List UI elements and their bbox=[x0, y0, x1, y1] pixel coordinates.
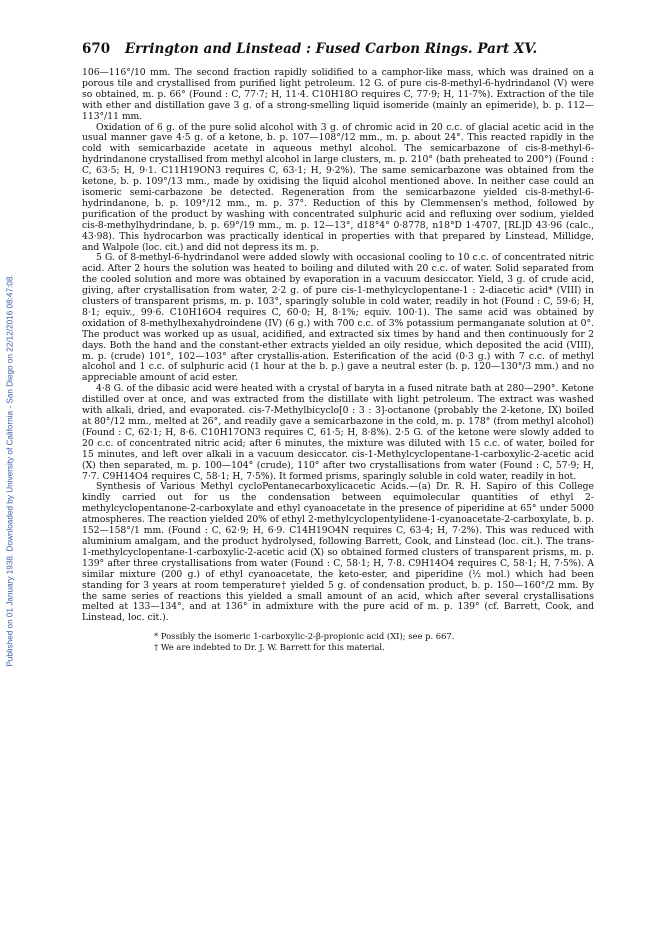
footnote-1: * Possibly the isomeric 1-carboxylic-2-β-propionic acid (XI); see p. 667. bbox=[154, 631, 455, 642]
paper-page bbox=[82, 41, 594, 652]
paragraph-3: 5 G. of 8-methyl-6-hydrindanol were added slowly with occasional cooling to 10 c.c. of concentrated nitric acid. After 2 hours the solution was heated to boiling and diluted with 20 c.c. of water. Solid separated from the cooled solution and more was obtained by evaporation in a vacuum desiccator. Yield, 3 g. of crude acid, giving, after crystallisation from water, 2·2 g. of pure cis-1-methylcyclopentane-1 : 2-diacetic acid* (VIII) in clusters of transparent prisms, m. p. 103°, sparingly soluble in cold water, readily in hot (Found : C, 59·6; H, 8·1; equiv., 99·6. C10H16O4 requires C, 60·0; H, 8·1%; equiv. 100·1). The same acid was obtained by oxidation of 8-methylhexahydroindene (IV) (6 g.) with 700 c.c. of 3% potassium permanganate solution at 0°. The product was worked up as usual, acidified, and extracted six times by hand and then continuously for 2 days. Both the hand and the constant-ether extracts yielded an oily residue, which deposited the acid (VIII), m. p. (crude) 101°, 102—103° after crystallis-ation. Esterification of the acid (0·3 g.) with 7 c.c. of methyl alcohol and 1 c.c. of sulphuric acid (1 hour at the b. p.) gave a neutral ester (b. p. 120—130°/3 mm.) and no appreciable amount of acid ester. bbox=[82, 252, 594, 384]
download-watermark bbox=[2, 150, 18, 790]
running-header bbox=[82, 41, 594, 62]
page-number: 670 bbox=[82, 41, 111, 57]
footnotes bbox=[82, 631, 594, 652]
download-watermark-text: Published on 01 January 1938. Downloaded by University of California - San Diego on 22/12/2016 08:47:08. bbox=[5, 273, 15, 667]
paragraph-5: Synthesis of Various Methyl cycloPentanecarboxylicacetic Acids.—(a) Dr. R. H. Sapiro of this College kindly carried out for us the condensation between equimolecular quantities of ethyl 2-methylcyclopentanone-2-carboxylate and ethyl cyanoacetate in the presence of piperidine at 65° under 5000 atmospheres. The reaction yielded 20% of ethyl 2-methylcyclopentylidene-1-cyanoacetate-2-carboxylate, b. p. 152—158°/1 mm. (Found : C, 62·9; H, 6·9. C14H19O4N requires C, 63·4; H, 7·2%). This was reduced with aluminium amalgam, and the product hydrolysed, following Barrett, Cook, and Linstead (loc. cit.). The trans-1-methylcyclopentane-1-carboxylic-2-acetic acid (X) so obtained formed clusters of transparent prisms, m. p. 139° after three crystallisations from water (Found : C, 58·1; H, 7·8. C9H14O4 requires C, 58·1; H, 7·5%). A similar mixture (200 g.) of ethyl cyanoacetate, the keto-ester, and piperidine (½ mol.) which had been standing for 3 years at room temperature† yielded 5 g. of condensation product, b. p. 150—160°/2 mm. By the same series of reactions this yielded a small amount of an acid, which after several crystallisations melted at 133—134°, and at 136° in admixture with the pure acid of m. p. 139° (cf. Barrett, Cook, and Linstead, loc. cit.). bbox=[82, 481, 594, 624]
paragraph-2: Oxidation of 6 g. of the pure solid alcohol with 3 g. of chromic acid in 20 c.c. of glacial acetic acid in the usual manner gave 4·5 g. of a ketone, b. p. 107—108°/12 mm., m. p. about 24°. This reacted rapidly in the cold with semicarbazide acetate in aqueous methyl alcohol. The semicarbazone of cis-8-methyl-6-hydrindanone crystallised from methyl alcohol in large clusters, m. p. 210° (bath preheated to 200°) (Found : C, 63·5; H, 9·1. C11H19ON3 requires C, 63·1; H, 9·2%). The same semicarbazone was obtained from the ketone, b. p. 109°/13 mm., made by oxidising the liquid alcohol mentioned above. In neither case could an isomeric semi-carbazone be detected. Regeneration from the semicarbazone yielded cis-8-methyl-6-hydrindanone, b. p. 109°/12 mm., m. p. 37°. Reduction of this by Clemmensen's method, followed by purification of the product by washing with concentrated sulphuric acid and refluxing over sodium, yielded cis-8-methylhydrindane, b. p. 69°/19 mm., m. p. 12—13°, d18°4° 0·8778, n18°D 1·4707, [RL]D 43·96 (calc., 43·98). This hydrocarbon was practically identical in properties with that prepared by Linstead, Millidge, and Walpole (loc. cit.) and did not depress its m. p. bbox=[82, 121, 594, 253]
paragraph-4: 4·8 G. of the dibasic acid were heated with a crystal of baryta in a fused nitrate bath at 280—290°. Ketone distilled over at once, and was extracted from the distillate with light petroleum. The extract was washed with alkali, dried, and evaporated. cis-7-Methylbicyclo[0 : 3 : 3]-octanone (probably the 2-ketone, IX) boiled at 80°/12 mm., melted at 26°, and readily gave a semicarbazone in the cold, m. p. 178° (from methyl alcohol) (Found : C, 62·1; H, 8·6. C10H17ON3 requires C, 61·5; H, 8·8%). 2·5 G. of the ketone were slowly added to 20 c.c. of concentrated nitric acid; after 6 minutes, the mixture was diluted with 15 c.c. of water, boiled for 15 minutes, and left over alkali in a vacuum desiccator. cis-1-Methylcyclopentane-1-carboxylic-2-acetic acid (X) then separated, m. p. 100—104° (crude), 110° after two crystallisations from water (Found : C, 57·9; H, 7·7. C9H14O4 requires C, 58·1; H, 7·5%). It formed prisms, sparingly soluble in cold water, readily in hot. bbox=[82, 383, 594, 482]
footnote-2: † We are indebted to Dr. J. W. Barrett for this material. bbox=[154, 641, 385, 652]
running-title: Errington and Linstead : Fused Carbon Rings. Part XV. bbox=[124, 41, 538, 57]
paragraph-1: 106—116°/10 mm. The second fraction rapidly solidified to a camphor-like mass, which was drained on a porous tile and crystallised from purified light petroleum. 12 G. of pure cis-8-methyl-6-hydrindanol (V) were so obtained, m. p. 66° (Found : C, 77·7; H, 11·4. C10H18O requires C, 77·9; H, 11·7%). Extraction of the tile with ether and distillation gave 3 g. of a strong-smelling liquid isomeride (mainly an epimeride), b. p. 112—113°/11 mm. bbox=[82, 67, 594, 122]
